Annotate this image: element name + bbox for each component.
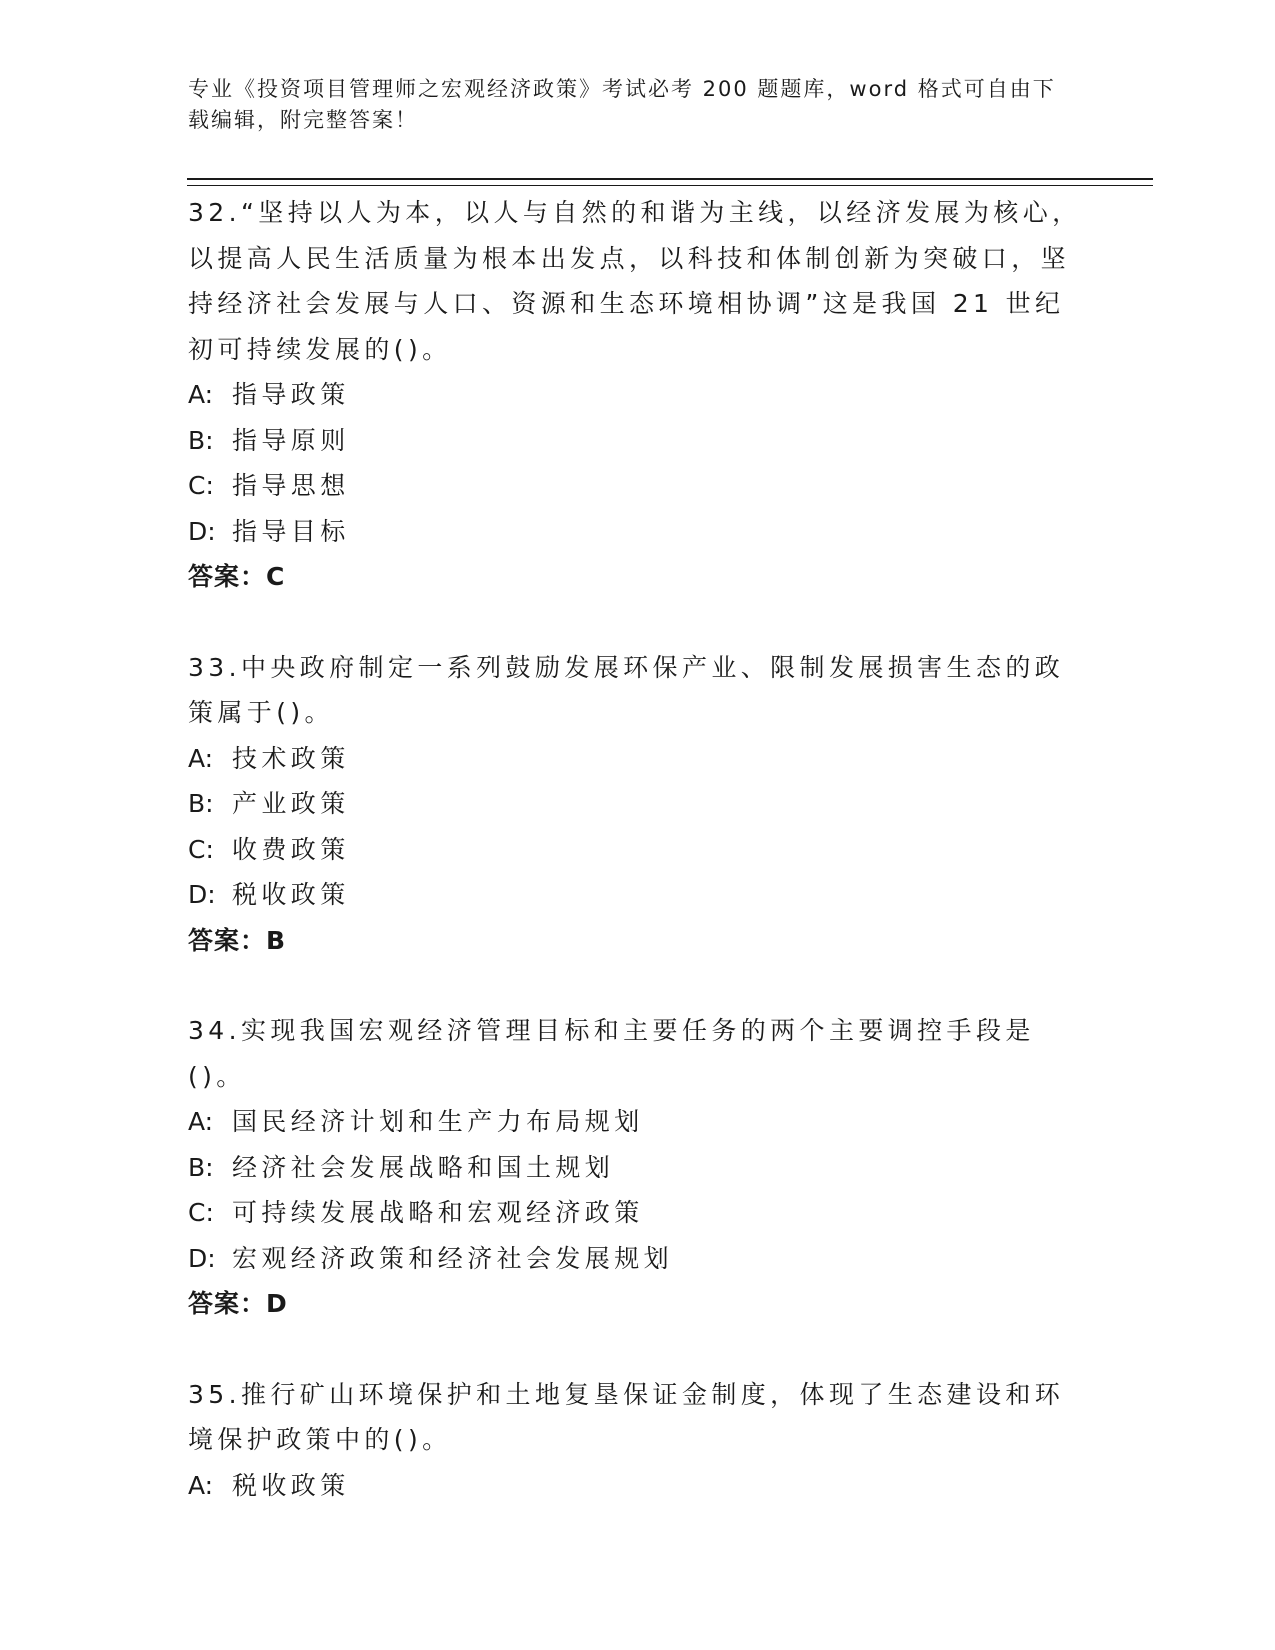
option-text: 指导政策 bbox=[232, 380, 350, 409]
option-key: C: bbox=[188, 834, 214, 864]
option-a bbox=[188, 1463, 1088, 1509]
option-key: A: bbox=[188, 1107, 214, 1136]
option-text: 技术政策 bbox=[232, 743, 350, 773]
option-list bbox=[188, 1463, 1088, 1509]
option-c bbox=[188, 463, 1088, 509]
option-text: 经济社会发展战略和国土规划 bbox=[232, 1152, 615, 1182]
question-33 bbox=[188, 645, 1088, 964]
question-stem: 34.实现我国宏观经济管理目标和主要任务的两个主要调控手段是()。 bbox=[188, 1016, 1035, 1091]
option-text: 可持续发展战略和宏观经济政策 bbox=[232, 1198, 644, 1227]
answer-line: 答案：B bbox=[188, 925, 287, 955]
option-d bbox=[188, 1236, 1088, 1282]
question-stem: 35.推行矿山环境保护和土地复垦保证金制度，体现了生态建设和环境保护政策中的()。 bbox=[188, 1379, 1065, 1454]
answer-line: 答案：D bbox=[188, 1289, 288, 1318]
question-stem: 32.“坚持以人为本，以人与自然的和谐为主线，以经济发展为核心，以提高人民生活质量为根本出发点，以科技和体制创新为突破口，坚持经济社会发展与人口、资源和生态环境相协调”这是我国 21 世纪初可持续发展的()。 bbox=[188, 198, 1082, 364]
option-list bbox=[188, 372, 1088, 554]
option-key: B: bbox=[188, 789, 214, 818]
question-32 bbox=[188, 190, 1088, 600]
option-text: 国民经济计划和生产力布局规划 bbox=[232, 1107, 644, 1136]
option-d bbox=[188, 872, 1088, 918]
option-text: 宏观经济政策和经济社会发展规划 bbox=[232, 1243, 674, 1273]
question-stem: 33.中央政府制定一系列鼓励发展环保产业、限制发展损害生态的政策属于()。 bbox=[188, 652, 1065, 727]
option-key: A: bbox=[188, 1470, 214, 1500]
option-text: 税收政策 bbox=[232, 1470, 350, 1500]
option-key: A: bbox=[188, 743, 214, 773]
option-key: D: bbox=[188, 880, 216, 909]
question-list bbox=[188, 190, 1088, 1553]
option-b bbox=[188, 781, 1088, 827]
document-header: 专业《投资项目管理师之宏观经济政策》考试必考 200 题题库，word 格式可自由下载编辑，附完整答案！ bbox=[188, 77, 1056, 132]
header-divider bbox=[187, 178, 1153, 186]
question-35 bbox=[188, 1372, 1088, 1509]
option-d bbox=[188, 509, 1088, 555]
option-b bbox=[188, 1145, 1088, 1191]
option-c bbox=[188, 827, 1088, 873]
option-a bbox=[188, 736, 1088, 782]
option-key: C: bbox=[188, 471, 214, 500]
option-list bbox=[188, 1099, 1088, 1281]
option-key: B: bbox=[188, 425, 214, 455]
option-key: B: bbox=[188, 1152, 214, 1182]
option-text: 产业政策 bbox=[232, 789, 350, 818]
option-text: 收费政策 bbox=[232, 834, 350, 864]
option-key: C: bbox=[188, 1198, 214, 1227]
option-key: A: bbox=[188, 380, 214, 409]
answer-line: 答案：C bbox=[188, 562, 286, 591]
option-list bbox=[188, 736, 1088, 918]
option-b bbox=[188, 418, 1088, 464]
option-key: D: bbox=[188, 1243, 216, 1273]
option-text: 税收政策 bbox=[232, 880, 350, 909]
option-c bbox=[188, 1190, 1088, 1236]
option-a bbox=[188, 372, 1088, 418]
option-a bbox=[188, 1099, 1088, 1145]
question-34 bbox=[188, 1008, 1088, 1327]
option-text: 指导目标 bbox=[232, 516, 350, 546]
option-text: 指导原则 bbox=[232, 425, 350, 455]
option-key: D: bbox=[188, 516, 216, 546]
option-text: 指导思想 bbox=[232, 471, 350, 500]
